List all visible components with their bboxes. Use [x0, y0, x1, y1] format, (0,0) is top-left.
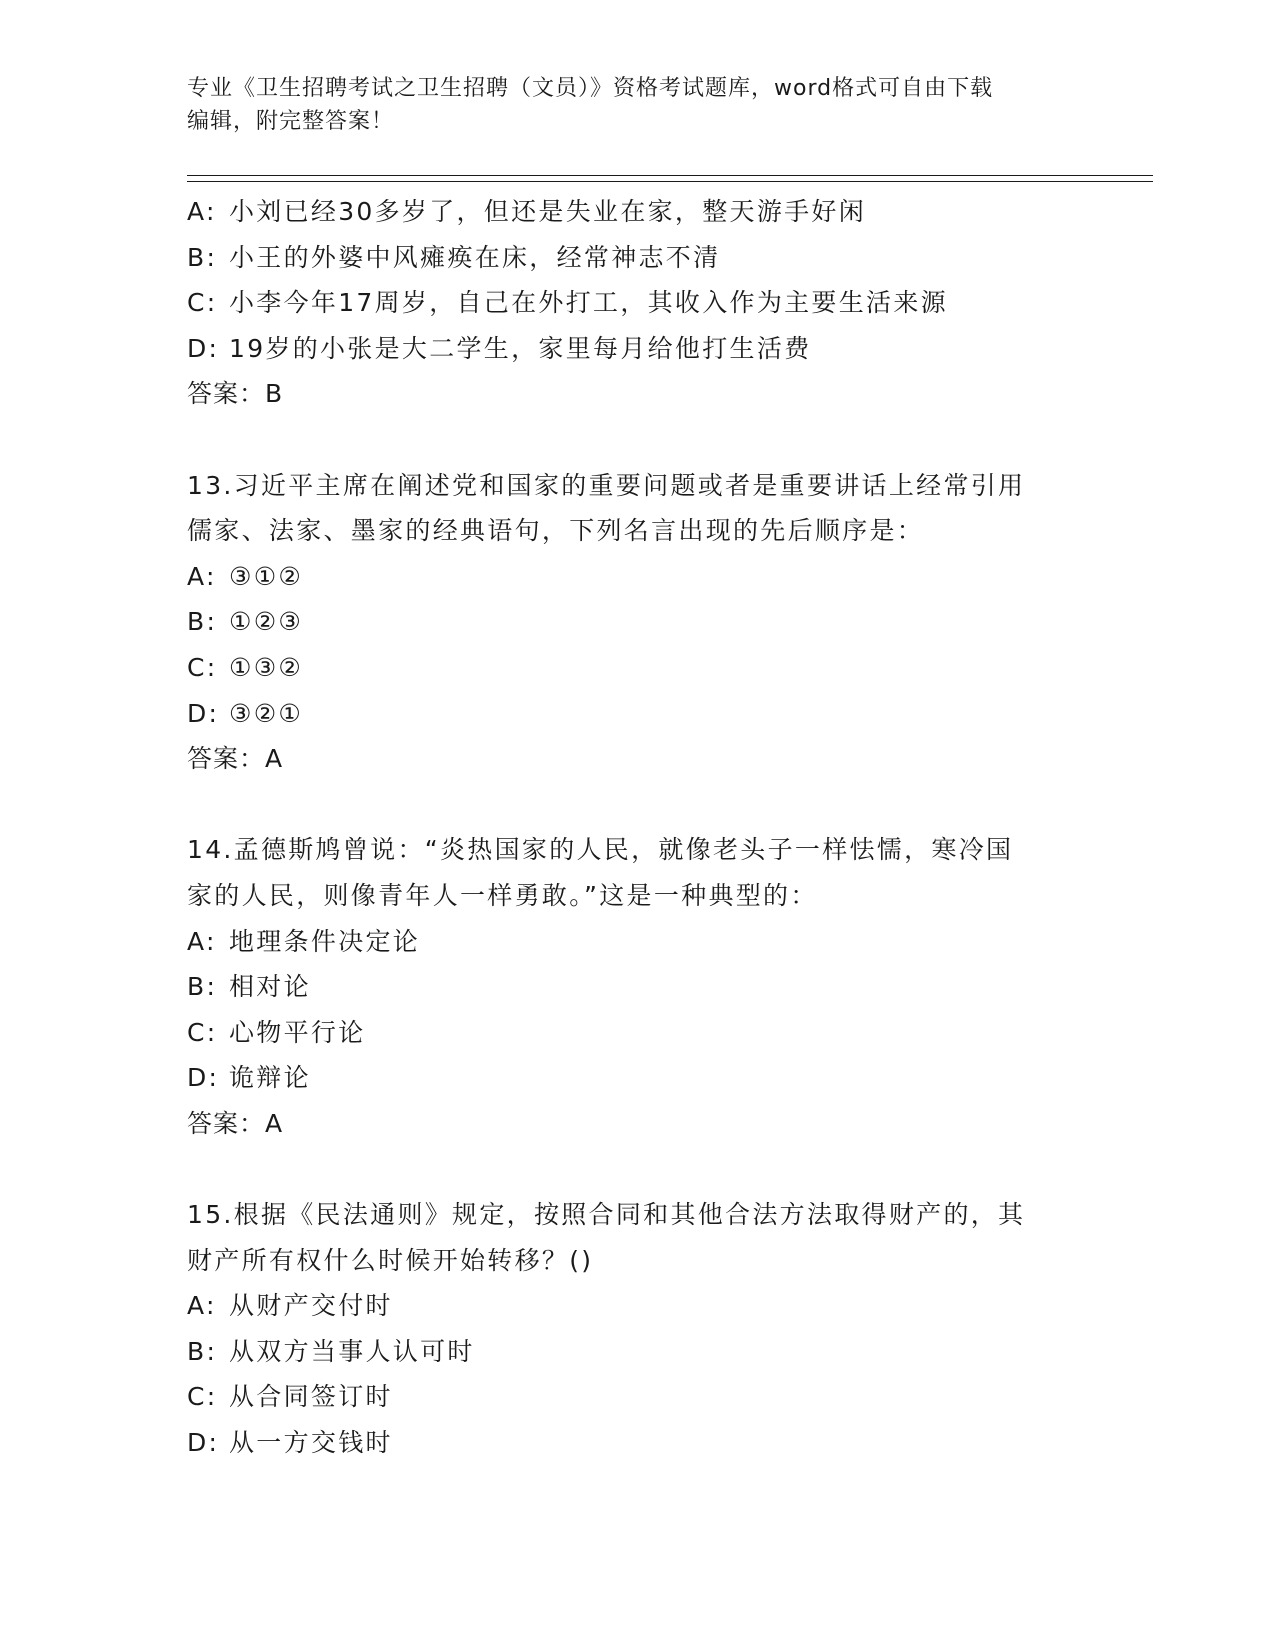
question-stem-line-2: 财产所有权什么时候开始转移？()	[187, 1245, 594, 1275]
question-stem-line-2: 儒家、法家、墨家的经典语句，下列名言出现的先后顺序是：	[187, 516, 925, 546]
option-label: A:	[187, 561, 217, 591]
option-text: ①②③	[229, 607, 304, 637]
option-label: D:	[187, 1428, 220, 1458]
option-label: B:	[187, 242, 218, 272]
option-text: 相对论	[229, 972, 311, 1002]
option-text: ③②①	[229, 698, 304, 728]
header-divider-top	[187, 175, 1153, 176]
option-c	[187, 280, 1087, 326]
option-a	[187, 919, 1087, 965]
option-label: B:	[187, 1336, 218, 1366]
option-c	[187, 1010, 1087, 1056]
question-12	[187, 189, 1087, 417]
option-label: D:	[187, 698, 220, 728]
option-label: C:	[187, 1382, 218, 1412]
option-text: 从一方交钱时	[229, 1428, 393, 1458]
option-b	[187, 1329, 1087, 1375]
option-label: D:	[187, 1063, 220, 1093]
option-text: 19岁的小张是大二学生，家里每月给他打生活费	[229, 333, 812, 363]
option-label: A:	[187, 926, 217, 956]
option-label: D:	[187, 333, 220, 363]
option-b	[187, 599, 1087, 645]
question-stem-line-1: 15.根据《民法通则》规定，按照合同和其他合法方法取得财产的，其	[187, 1200, 1026, 1230]
spacer	[187, 782, 1087, 828]
option-text: 诡辩论	[229, 1063, 311, 1093]
option-text: 地理条件决定论	[229, 926, 421, 956]
answer-line: 答案：A	[187, 1108, 284, 1138]
option-label: B:	[187, 972, 218, 1002]
question-stem-line-2: 家的人民，则像青年人一样勇敢。”这是一种典型的：	[187, 880, 818, 910]
option-text: ③①②	[229, 561, 304, 591]
option-text: 小王的外婆中风瘫痪在床，经常神志不清	[229, 242, 721, 272]
option-label: C:	[187, 1017, 218, 1047]
option-d	[187, 691, 1087, 737]
answer-line: 答案：A	[187, 744, 284, 774]
option-text: 小刘已经30多岁了，但还是失业在家，整天游手好闲	[229, 197, 867, 226]
option-text: 小李今年17周岁，自己在外打工，其收入作为主要生活来源	[229, 288, 948, 318]
header-divider-bottom	[187, 181, 1153, 182]
option-label: A:	[187, 197, 217, 226]
option-d	[187, 326, 1087, 372]
option-d	[187, 1420, 1087, 1466]
header-line-2: 编辑，附完整答案！	[187, 109, 395, 134]
answer-line: 答案：B	[187, 379, 284, 409]
option-label: C:	[187, 652, 218, 682]
option-b	[187, 964, 1087, 1010]
option-c	[187, 1374, 1087, 1420]
option-label: C:	[187, 288, 218, 318]
option-b	[187, 235, 1087, 281]
question-13	[187, 463, 1087, 782]
question-15	[187, 1192, 1087, 1466]
option-c	[187, 645, 1087, 691]
question-stem-line-1: 14.孟德斯鸠曾说：“炎热国家的人民，就像老头子一样怯懦，寒冷国	[187, 835, 1014, 865]
option-text: 从财产交付时	[229, 1291, 393, 1321]
option-text: 从合同签订时	[229, 1382, 393, 1412]
option-a	[187, 1283, 1087, 1329]
document-header	[187, 72, 1077, 138]
question-list	[187, 189, 1087, 1466]
option-text: 心物平行论	[229, 1017, 366, 1047]
spacer	[187, 1146, 1087, 1192]
option-label: A:	[187, 1291, 217, 1321]
spacer	[187, 417, 1087, 463]
question-14	[187, 827, 1087, 1146]
option-label: B:	[187, 607, 218, 637]
option-a	[187, 554, 1087, 600]
option-a	[187, 189, 1087, 235]
option-text: ①③②	[229, 652, 304, 682]
question-stem-line-1: 13.习近平主席在阐述党和国家的重要问题或者是重要讲话上经常引用	[187, 470, 1026, 500]
header-line-1: 专业《卫生招聘考试之卫生招聘（文员）》资格考试题库，word格式可自由下载	[187, 76, 994, 101]
option-text: 从双方当事人认可时	[229, 1336, 475, 1366]
option-d	[187, 1055, 1087, 1101]
